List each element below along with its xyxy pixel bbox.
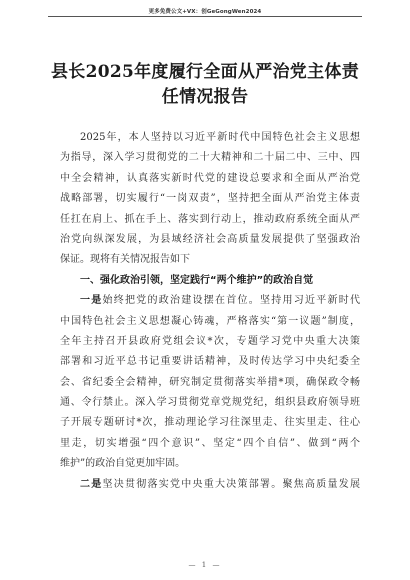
paragraph-lead: 一是 (80, 295, 103, 307)
intro-line: 为指导，深入学习贯彻党的二十大精神和二十届二中、三中、四 (60, 152, 360, 164)
paragraph-text: 始终把党的政治建设摆在首位。坚持用习近平新时代 (102, 295, 360, 307)
paragraph-line: 通、令行禁止。深入学习贯彻党章党规党纪，组织县政府领导班 (60, 397, 360, 409)
intro-line: 保证。现将有关情况报告如下 (60, 254, 190, 266)
intro-line: 治党向纵深发展，为县域经济社会高质量发展提供了坚强政治 (60, 233, 360, 245)
intro-line: 中全会精神，认真落实新时代党的建设总要求和全面从严治党 (60, 172, 360, 184)
intro-line: 战略部署，切实履行“一岗双责”，坚持把全面从严治党主体责 (60, 193, 360, 205)
paragraph-first-line (60, 291, 360, 311)
header-note: 更多免费公文+VX：创GeGongWen2024 (148, 9, 262, 15)
header-divider (48, 16, 362, 17)
section-heading: 一、强化政治引领，坚定践行“两个维护”的政治自觉 (80, 274, 314, 286)
paragraph-line: 里走，切实增强“四个意识”、坚定“四个自信”、做到“两个 (60, 437, 360, 449)
intro-line: 2025年，本人坚持以习近平新时代中国特色社会主义思想 (80, 132, 360, 143)
paragraph-line: 维护”的政治自觉更加牢固。 (60, 458, 186, 470)
paragraph-line: 部署和习近平总书记重要讲话精神，及时传达学习中央纪委全 (60, 356, 360, 368)
title-line-2: 任情况报告 (161, 87, 249, 107)
paragraph-line: 中国特色社会主义思想凝心铸魂，严格落实“第一议题”制度， (60, 315, 360, 327)
paragraph-text: 坚决贯彻落实党中央重大决策部署。聚焦高质量发展 (102, 478, 360, 490)
paragraph-first-line (60, 475, 360, 495)
document-title (48, 60, 362, 110)
intro-line: 任扛在肩上、抓在手上、落实到行动上，推动政府系统全面从严 (60, 213, 360, 225)
paragraph-line: 会、省纪委全会精神，研究制定贯彻落实举措*项，确保政令畅 (60, 376, 360, 388)
document-body (60, 128, 360, 495)
paragraph-lead: 二是 (80, 478, 103, 490)
paragraph-line: 子开展专题研讨*次，推动理论学习往深里走、往实里走、往心 (60, 417, 360, 429)
paragraph-line: 全年主持召开县政府党组会议*次，专题学习党中央重大决策 (60, 335, 360, 347)
page-number: — 1 — (188, 561, 222, 569)
title-line-1: 县长2025年度履行全面从严治党主体责 (50, 62, 359, 82)
